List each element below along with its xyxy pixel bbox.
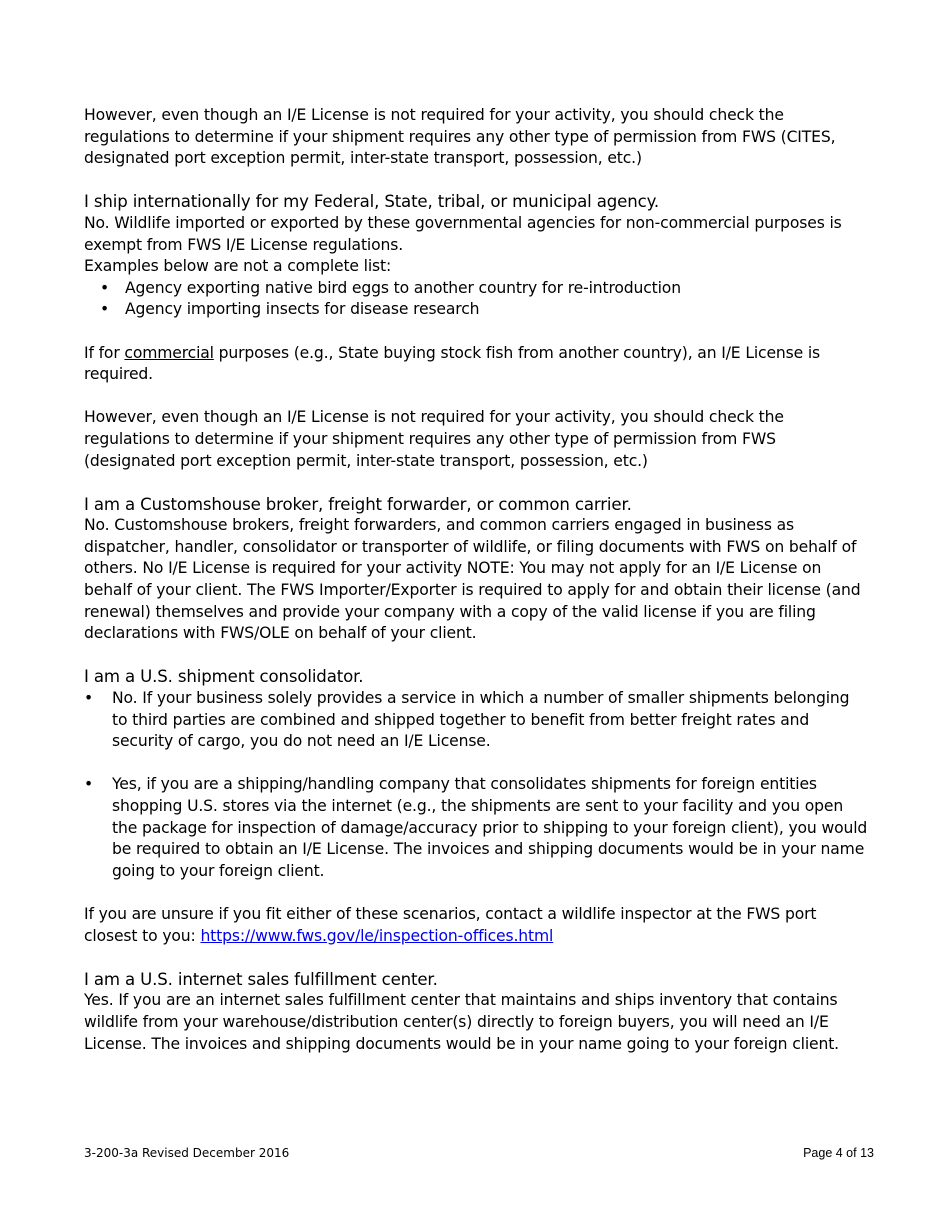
paragraph-agency-exempt: No. Wildlife imported or exported by these governmental agencies for non-commercial purposes is exempt from FWS I/E License regulations.: [84, 213, 842, 254]
paragraph-broker: No. Customshouse brokers, freight forwarders, and common carriers engaged in business as dispatcher, handler, consolidator or transporter of wildlife, or filing documents with FWS on behalf of others. No I/E License is required for your activity NOTE: You may not apply for an I/E License on behalf of your client. The FWS Importer/Exporter is required to apply for and obtain their license (and renewal) themselves and provide your company with a copy of the valid license if you are filing declarations with FWS/OLE on behalf of your client.: [84, 516, 861, 643]
commercial-pre-text: If for: [84, 343, 125, 362]
list-item: • No. If your business solely provides a service in which a number of smaller shipments belonging to third parties are combined and shipped together to benefit from better freight rates and security of cargo, you do not need an I/E License.: [84, 688, 869, 753]
list-item: • Agency exporting native bird eggs to another country for re-introduction: [84, 278, 869, 300]
heading-broker: I am a Customshouse broker, freight forwarder, or common carrier.: [84, 494, 632, 514]
heading-fulfillment: I am a U.S. internet sales fulfillment center.: [84, 969, 438, 989]
list-item: • Yes, if you are a shipping/handling company that consolidates shipments for foreign entities shopping U.S. stores via the internet (e.g., the shipments are sent to your facility and you open the package for inspection of damage/accuracy prior to shipping to your foreign client), you would be required to obtain an I/E License. The invoices and shipping documents would be in your name going to your foreign client.: [84, 774, 869, 882]
paragraph-however-cites: However, even though an I/E License is not required for your activity, you should check the regulations to determine if your shipment requires any other type of permission from FWS (CITES, designated port exception permit, inter-state transport, possession, etc.): [84, 106, 836, 168]
paragraph-however-agency: However, even though an I/E License is not required for your activity, you should check the regulations to determine if your shipment requires any other type of permission from FWS (designated port exception permit, inter-state transport, possession, etc.): [84, 408, 784, 470]
paragraph-examples-intro: Examples below are not a complete list:: [84, 257, 392, 276]
heading-agency: I ship internationally for my Federal, State, tribal, or municipal agency.: [84, 192, 659, 212]
commercial-post-text: purposes (e.g., State buying stock fish from another country), an I/E License is required.: [84, 343, 821, 384]
paragraph-unsure: [84, 904, 869, 947]
inspection-offices-link[interactable]: https://www.fws.gov/le/inspection-offices.html: [200, 926, 554, 945]
list-spacer: [84, 753, 869, 775]
footer-form-id: 3-200-3a Revised December 2016: [84, 1146, 290, 1160]
consolidator-list: [84, 688, 869, 882]
heading-consolidator: I am a U.S. shipment consolidator.: [84, 667, 364, 687]
paragraph-fulfillment: Yes. If you are an internet sales fulfillment center that maintains and ships inventory that contains wildlife from your warehouse/distribution center(s) directly to foreign buyers, you will need an I/E License. The invoices and shipping documents would be in your name going to your foreign client.: [84, 991, 839, 1053]
page-content: [84, 105, 869, 1055]
paragraph-commercial: [84, 343, 869, 386]
unsure-text: If you are unsure if you fit either of these scenarios, contact a wildlife inspector at the FWS port closest to you:: [84, 904, 817, 945]
agency-examples-list: [84, 278, 869, 321]
footer-page-number: Page 4 of 13: [803, 1146, 874, 1160]
commercial-underlined-word: commercial: [124, 343, 214, 362]
list-item: • Agency importing insects for disease research: [84, 299, 869, 321]
